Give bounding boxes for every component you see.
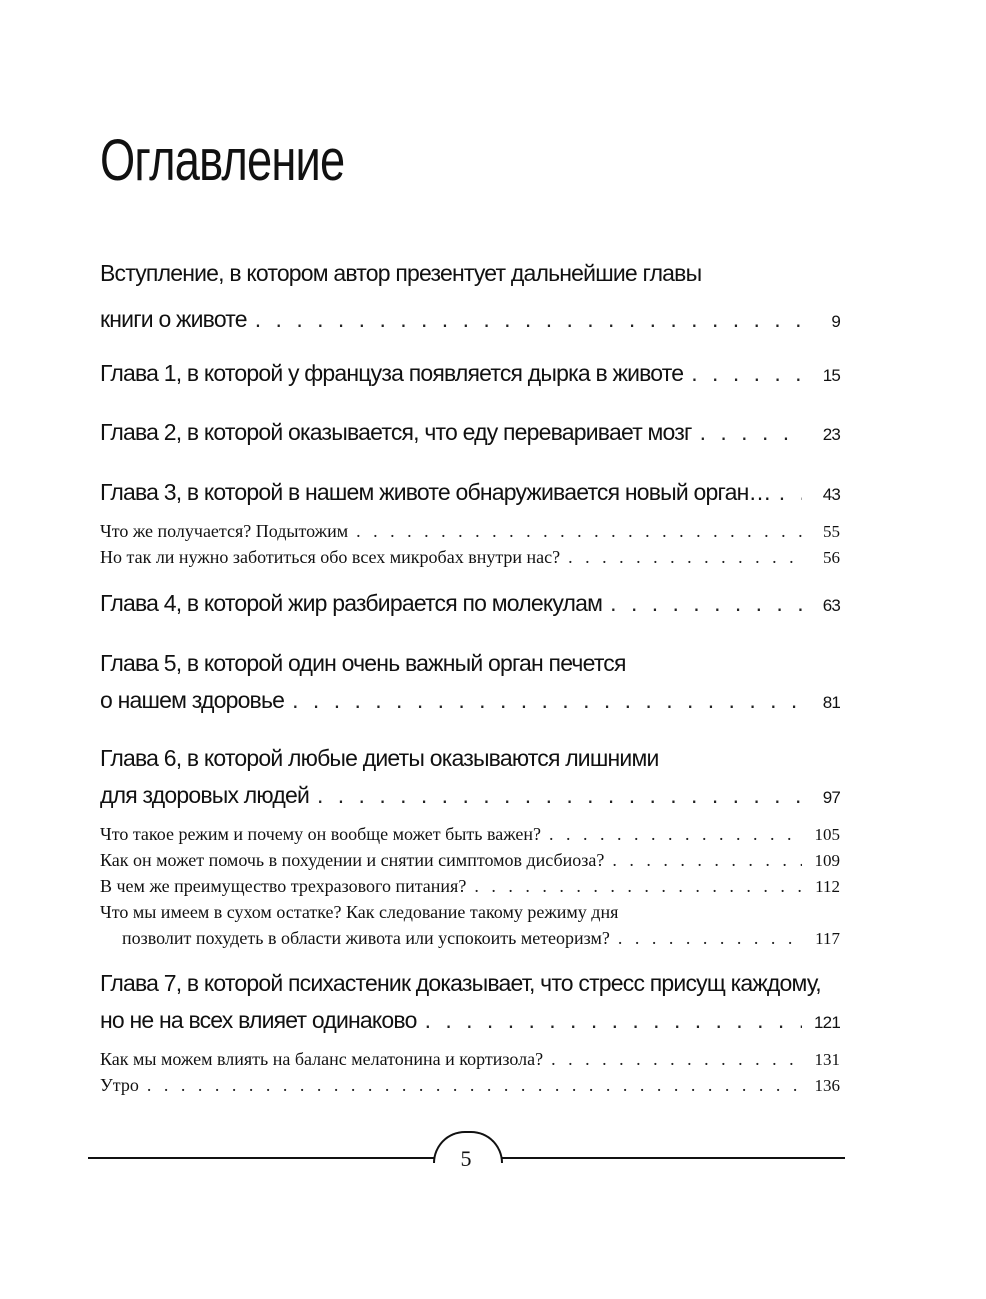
leader-dots (691, 358, 802, 388)
page-ref: 136 (814, 1076, 840, 1095)
toc-entry-chapter-7[interactable] (100, 968, 840, 1038)
toc-entry-line: Что же получается? Подытожим . . . 55 (100, 518, 840, 545)
toc-entry-line: но не на всех влияет одинаково . . . 121 (100, 1005, 840, 1038)
page-title: Оглавление (100, 128, 345, 193)
toc-entry-line: Глава 5, в которой один очень важный орган печется (100, 650, 626, 676)
page-ref: 56 (823, 548, 840, 567)
toc-entry-chapter-3[interactable] (100, 477, 840, 510)
toc-entry-chapter-6[interactable] (100, 743, 840, 813)
leader-dots (425, 1005, 802, 1035)
toc-entry-line: позволит похудеть в области живота или успокоить метеоризм? . . . 117 (100, 925, 840, 952)
page-ref: 97 (822, 788, 840, 807)
page-ref: 117 (815, 929, 840, 948)
toc-entry-line: Что мы имеем в сухом остатке? Как следование такому режиму дня (100, 902, 619, 922)
toc-entry-line: Утро . . . 136 (100, 1072, 840, 1099)
toc-entry-chapter-5[interactable] (100, 648, 840, 718)
leader-dots (551, 1046, 802, 1072)
toc-entry-line: для здоровых людей . . . 97 (100, 780, 840, 813)
toc-entry-line: Глава 3, в которой в нашем животе обнаруживается новый орган… . . . 43 (100, 477, 840, 510)
toc-entry-line: Но так ли нужно заботиться обо всех микробах внутри нас? . . . 56 (100, 544, 840, 571)
leader-dots (255, 304, 802, 334)
toc-entry-line: Как мы можем влиять на баланс мелатонина и кортизола? . . . 131 (100, 1046, 840, 1073)
page-number: 5 (460, 1146, 472, 1171)
leader-dots (700, 417, 802, 447)
toc-entry-line: о нашем здоровье . . . 81 (100, 685, 840, 718)
toc-entry-line: В чем же преимущество трехразового питания? . . . 112 (100, 873, 840, 900)
toc-entry-chapter-1[interactable] (100, 358, 840, 391)
page-ref: 55 (823, 522, 840, 541)
page-ref: 112 (815, 877, 840, 896)
toc-entry-section[interactable] (100, 1072, 840, 1099)
toc-entry-line: Как он может помочь в похудении и снятии симптомов дисбиоза? . . . 109 (100, 847, 840, 874)
page-ref: 81 (822, 693, 840, 712)
leader-dots (610, 588, 802, 618)
page-ref: 121 (814, 1013, 840, 1032)
toc-entry-chapter-4[interactable] (100, 588, 840, 621)
page-ref: 131 (814, 1050, 840, 1069)
page-ref: 23 (822, 425, 840, 444)
toc-entry-section[interactable] (100, 1046, 840, 1073)
leader-dots (549, 821, 802, 847)
toc-entry-section[interactable] (100, 873, 840, 900)
toc-entry-line: Что такое режим и почему он вообще может быть важен? . . . 105 (100, 821, 840, 848)
toc-entry-intro[interactable] (100, 258, 840, 337)
toc-entry-section[interactable] (100, 899, 840, 952)
leader-dots (612, 847, 802, 873)
toc-entry-section[interactable] (100, 821, 840, 848)
leader-dots (356, 518, 802, 544)
toc-entry-line: Глава 7, в которой психастеник доказывает, что стресс присущ каждому, (100, 970, 821, 996)
toc-entry-line: Глава 1, в которой у француза появляется дырка в животе . . . 15 (100, 358, 840, 391)
leader-dots (292, 685, 802, 715)
toc-entry-line: Глава 6, в которой любые диеты оказываются лишними (100, 745, 659, 771)
leader-dots (618, 925, 802, 951)
toc-entry-line: Глава 2, в которой оказывается, что еду переваривает мозг . . . 23 (100, 417, 840, 450)
toc-entry-section[interactable] (100, 518, 840, 545)
leader-dots (474, 873, 802, 899)
leader-dots (317, 780, 802, 810)
page-ref: 9 (831, 312, 840, 331)
toc-entry-section[interactable] (100, 847, 840, 874)
leader-dots (147, 1072, 802, 1098)
toc-entry-section[interactable] (100, 544, 840, 571)
page-ref: 15 (822, 366, 840, 385)
toc-entry-line: книги о животе . . . 9 (100, 304, 840, 337)
toc-entry-chapter-2[interactable] (100, 417, 840, 450)
page-ref: 105 (814, 825, 840, 844)
toc-entry-line: Вступление, в котором автор презентует дальнейшие главы (100, 260, 702, 286)
toc-entry-line: Глава 4, в которой жир разбирается по молекулам . . . 63 (100, 588, 840, 621)
page-ref: 43 (822, 485, 840, 504)
page-ref: 109 (814, 851, 840, 870)
leader-dots (568, 544, 802, 570)
leader-dots (779, 477, 802, 507)
page-ref: 63 (822, 596, 840, 615)
